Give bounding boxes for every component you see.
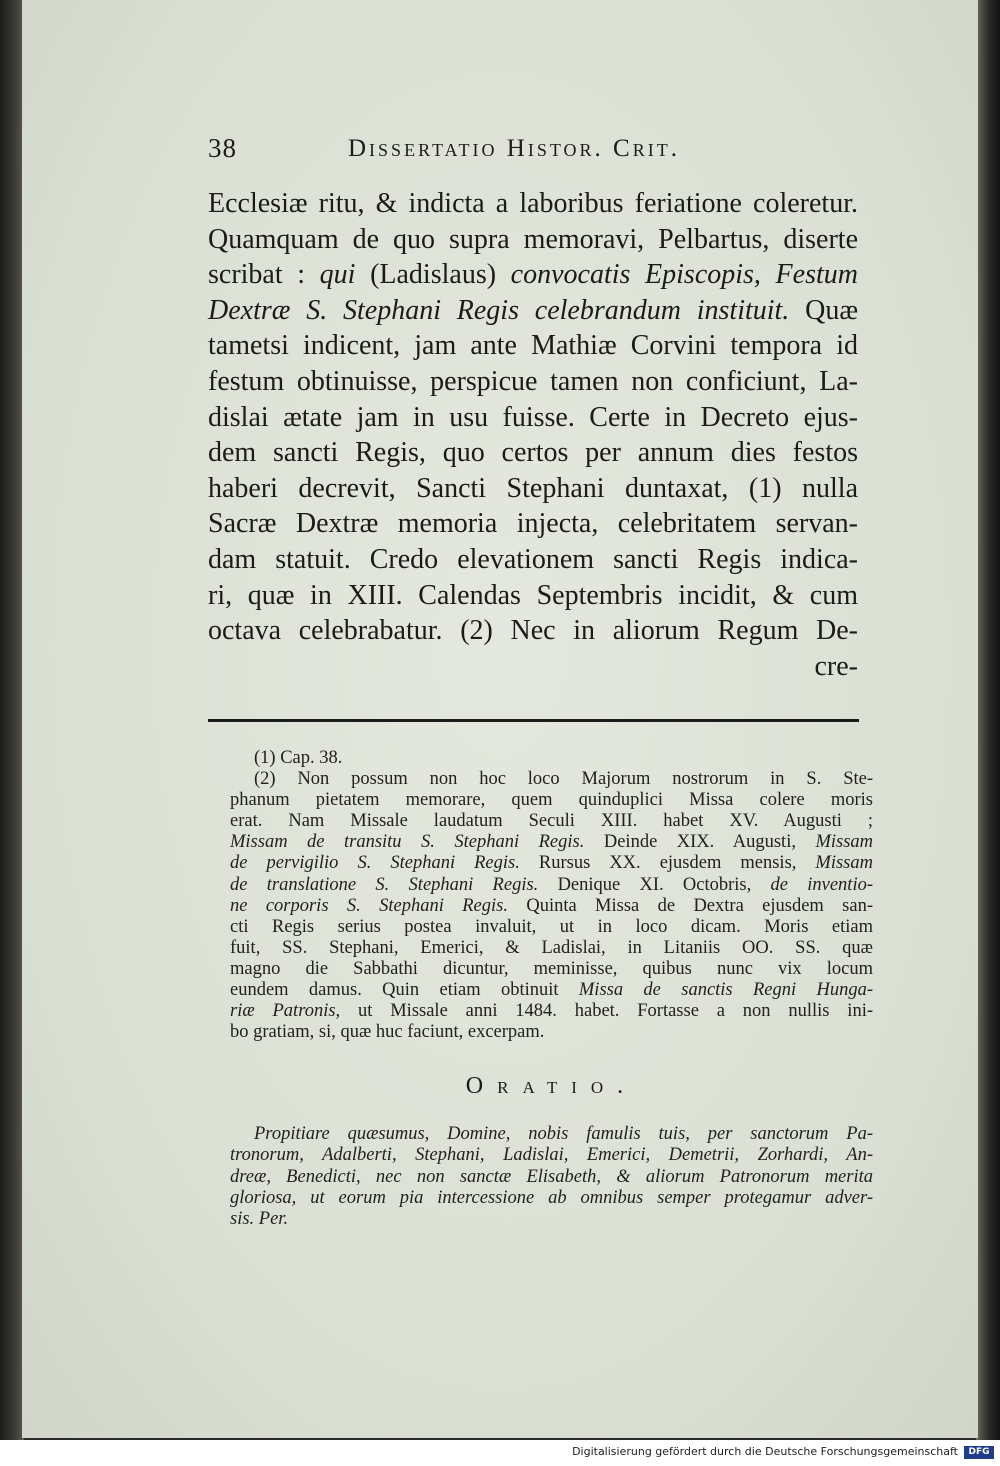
footnote-line <box>230 790 873 811</box>
text-line <box>208 506 858 542</box>
text-run: dislai ætate jam in usu fuisse. Certe in Decreto ejus- <box>208 401 858 433</box>
footnote-line <box>230 748 873 769</box>
text-run: (1) Cap. 38. <box>254 748 343 768</box>
text-line <box>208 613 858 649</box>
text-run: Rursus XX. ejusdem mensis, <box>519 853 816 874</box>
prayer-line: Propitiare quæsumus, Domine, nobis famulis tuis, per sanctorum Pa- <box>254 1124 873 1144</box>
text-line <box>208 578 858 614</box>
text-run: Missam <box>815 853 873 874</box>
text-run: Deinde XIX. Augusti, <box>584 832 816 853</box>
footnote-line <box>230 1001 873 1022</box>
text-run: magno die Sabbathi dicuntur, meminisse, quibus nunc vix locum <box>230 958 873 979</box>
text-run: ne corporis S. Stephani Regis. <box>230 895 508 916</box>
prayer-text <box>230 1124 873 1230</box>
text-run: Denique XI. Octobris, <box>538 874 771 895</box>
footnote-line <box>230 959 873 980</box>
text-run: haberi decrevit, Sancti Stephani duntaxat, (1) nulla <box>208 472 858 504</box>
footnote-line <box>230 896 873 917</box>
text-run: octava celebrabatur. (2) Nec in aliorum Regum De- <box>208 615 858 647</box>
text-run: riæ Patronis, <box>230 1001 341 1022</box>
page-number: 38 <box>208 133 237 163</box>
text-run: Missam de transitu S. Stephani Regis. <box>230 832 585 853</box>
prayer-line: tronorum, Adalberti, Stephani, Ladislai, Emerici, Demetrii, Zorhardi, An- <box>230 1145 873 1166</box>
footnote-line <box>230 811 873 832</box>
prayer-line: gloriosa, ut eorum pia intercessione ab omnibus semper protegamur adver- <box>230 1187 873 1208</box>
footnote-line <box>230 875 873 896</box>
text-run: tametsi indicent, jam ante Mathiæ Corvini tempora id <box>208 330 858 362</box>
page-header <box>208 133 858 173</box>
text-run: festum obtinuisse, perspicue tamen non conficiunt, La- <box>208 365 858 397</box>
running-title: Dissertatio Histor. Crit. <box>348 135 680 162</box>
digitization-footer <box>0 1440 1000 1466</box>
footnotes <box>230 748 873 1043</box>
text-run: scribat : <box>208 259 320 291</box>
text-run: dam statuit. Credo elevationem sancti Regis indica- <box>208 543 858 575</box>
oratio-heading: Oratio. <box>465 1073 638 1099</box>
text-line <box>208 293 858 329</box>
text-run: erat. Nam Missale laudatum Seculi XIII. habet XV. Augusti ; <box>230 811 873 832</box>
text-line <box>208 435 858 471</box>
text-run: dem sancti Regis, quo certos per annum dies festos <box>208 437 858 469</box>
text-run: (2) Non possum non hoc loco Majorum nostrorum in S. Ste- <box>254 769 873 790</box>
text-run: cti Regis serius postea invaluit, ut in loco dicam. Moris etiam <box>230 916 873 937</box>
text-run: qui <box>319 259 356 291</box>
text-run: Missam <box>815 832 874 853</box>
text-run: bo gratiam, si, quæ huc faciunt, excerpam. <box>230 1022 545 1043</box>
text-run: ut Missale anni 1484. habet. Fortasse a non nullis ini- <box>340 1001 873 1022</box>
text-run: de translatione S. Stephani Regis. <box>230 874 539 895</box>
text-run: Quamquam de quo supra memoravi, Pelbartus, diserte <box>208 223 858 255</box>
footnote-rule <box>208 719 859 722</box>
prayer-line: dreæ, Benedicti, nec non sanctæ Elisabeth, & aliorum Patronorum merita <box>230 1166 873 1187</box>
text-run: convocatis Episcopis, Festum <box>510 259 858 291</box>
text-line <box>208 222 858 258</box>
text-run: phanum pietatem memorare, quem quinduplici Missa colere moris <box>230 790 873 811</box>
footer-credit: Digitalisierung gefördert durch die Deutsche Forschungsgemeinschaft <box>572 1445 958 1458</box>
footnote-line <box>230 832 873 853</box>
text-line <box>208 400 858 436</box>
text-run: de inventio- <box>770 874 873 895</box>
footnote-line <box>230 938 873 959</box>
text-line <box>208 257 858 293</box>
footnote-line <box>230 1022 873 1043</box>
text-run: fuit, SS. Stephani, Emerici, & Ladislai, in Litaniis OO. SS. quæ <box>230 937 873 958</box>
text-run: Dextræ S. Stephani Regis celebrandum instituit. <box>208 294 790 326</box>
scan-edge-right <box>976 0 1000 1440</box>
text-line <box>208 328 858 364</box>
footnote-line <box>230 980 873 1001</box>
text-run: (Ladislaus) <box>355 259 511 291</box>
text-line <box>208 471 858 507</box>
footnote-line <box>230 853 873 874</box>
text-run: de pervigilio S. Stephani Regis. <box>230 853 520 874</box>
text-run: Missa de sanctis Regni Hunga- <box>578 980 874 1001</box>
prayer-line: sis. Per. <box>230 1209 289 1230</box>
text-line <box>208 542 858 578</box>
main-text <box>208 186 858 684</box>
catchword: cre- <box>814 650 858 682</box>
text-run: Quinta Missa de Dextra ejusdem san- <box>507 895 873 916</box>
text-run: ri, quæ in XIII. Calendas Septembris incidit, & cum <box>208 579 858 611</box>
text-line <box>208 364 858 400</box>
footnote-line <box>230 769 873 790</box>
dfg-logo-icon: DFG <box>964 1446 994 1459</box>
footnote-line <box>230 917 873 938</box>
text-line <box>208 186 858 222</box>
text-run: Quæ <box>789 294 858 326</box>
scan-edge-left <box>0 0 24 1440</box>
text-run: Sacræ Dextræ memoria injecta, celebritatem servan- <box>208 508 858 540</box>
text-run: eundem damus. Quin etiam obtinuit <box>230 980 579 1001</box>
text-run: Ecclesiæ ritu, & indicta a laboribus feriatione coleretur. <box>208 188 858 219</box>
